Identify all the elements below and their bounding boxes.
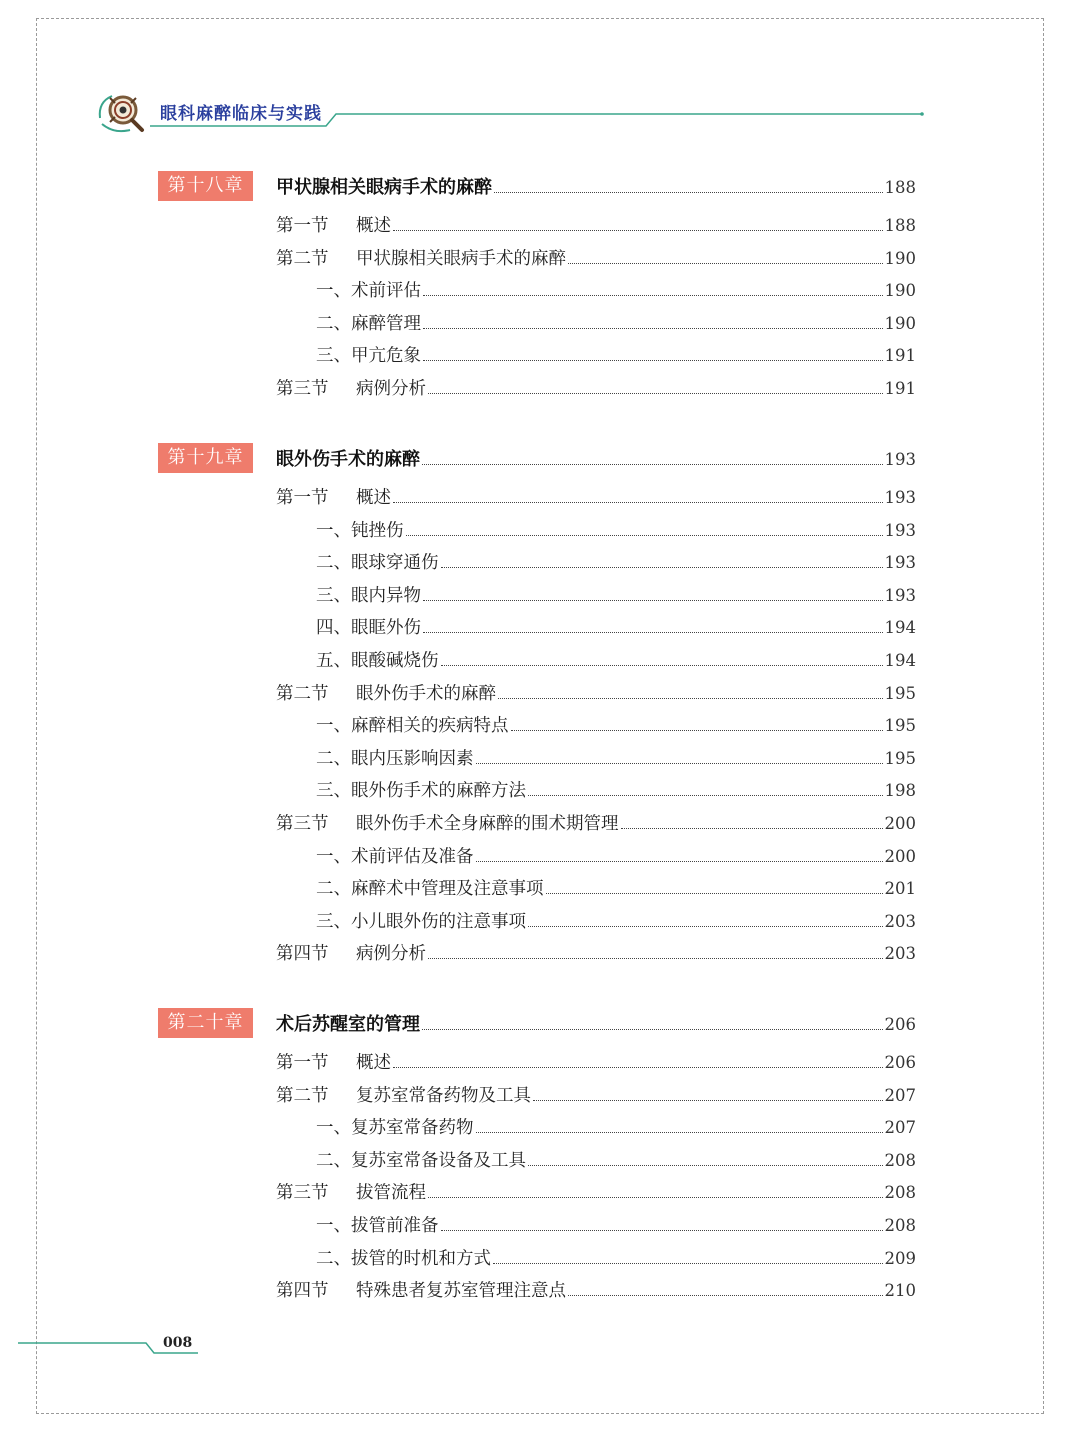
page-ref: 195 xyxy=(884,748,916,768)
subsection-entry[interactable] xyxy=(316,1244,916,1270)
leader-dots xyxy=(423,631,883,633)
chapter-title: 术后苏醒室的管理 xyxy=(276,1014,420,1035)
subsection-entry[interactable] xyxy=(316,776,916,802)
section-number: 第四节 xyxy=(276,1281,329,1302)
section-title: 病例分析 xyxy=(356,379,426,399)
page-ref: 208 xyxy=(884,1216,916,1235)
page-ref: 203 xyxy=(884,911,916,931)
leader-dots xyxy=(423,599,883,601)
page-ref: 208 xyxy=(884,1150,916,1170)
page-ref: 190 xyxy=(884,313,916,333)
chapter-title: 甲状腺相关眼病手术的麻醉 xyxy=(276,177,492,198)
section-number: 第三节 xyxy=(276,1183,329,1204)
section-number: 第三节 xyxy=(276,379,329,399)
leader-dots xyxy=(423,294,883,296)
page-ref: 203 xyxy=(884,944,916,964)
chapter-badge: 第十九章 xyxy=(158,443,253,473)
subsection-title: 一、术前评估及准备 xyxy=(316,846,474,867)
leader-dots xyxy=(498,697,883,699)
page-ref: 193 xyxy=(884,520,916,540)
section-number: 第二节 xyxy=(276,1085,329,1106)
section-title: 特殊患者复苏室管理注意点 xyxy=(356,1281,566,1302)
page-number: 008 xyxy=(163,1335,193,1351)
subsection-entry[interactable] xyxy=(316,516,916,542)
subsection-title: 三、甲亢危象 xyxy=(316,346,421,367)
chapter-badge: 第十八章 xyxy=(158,171,253,201)
section-number: 第二节 xyxy=(276,683,329,704)
subsection-entry[interactable] xyxy=(316,1146,916,1172)
subsection-title: 三、眼内异物 xyxy=(316,585,421,606)
leader-dots xyxy=(493,1262,883,1264)
page-ref: 209 xyxy=(884,1248,916,1268)
section-number: 第三节 xyxy=(276,814,329,834)
chapter-badge: 第二十章 xyxy=(158,1008,253,1038)
subsection-entry[interactable] xyxy=(316,711,916,737)
page-ref: 206 xyxy=(884,1053,916,1072)
leader-dots xyxy=(423,327,883,329)
section-entry[interactable] xyxy=(276,679,916,705)
subsection-entry[interactable] xyxy=(316,646,916,672)
leader-dots xyxy=(528,794,883,796)
subsection-title: 一、钝挫伤 xyxy=(316,520,404,541)
subsection-title: 二、眼球穿通伤 xyxy=(316,553,439,574)
subsection-title: 五、眼酸碱烧伤 xyxy=(316,651,439,671)
subsection-title: 四、眼眶外伤 xyxy=(316,618,421,639)
section-entry[interactable] xyxy=(276,1178,916,1204)
leader-dots xyxy=(393,229,883,231)
section-number: 第四节 xyxy=(276,944,329,965)
leader-dots xyxy=(428,392,883,394)
section-number: 第一节 xyxy=(276,1053,329,1073)
section-title: 眼外伤手术全身麻醉的围术期管理 xyxy=(356,814,619,834)
section-title: 甲状腺相关眼病手术的麻醉 xyxy=(356,248,566,269)
leader-dots xyxy=(441,664,883,666)
section-entry[interactable] xyxy=(276,374,916,400)
page-ref: 190 xyxy=(884,281,916,301)
subsection-entry[interactable] xyxy=(316,907,916,933)
page-ref: 200 xyxy=(884,846,916,866)
page-ref: 193 xyxy=(884,488,916,507)
leader-dots xyxy=(511,729,883,731)
subsection-title: 二、眼内压影响因素 xyxy=(316,748,474,769)
page-ref: 201 xyxy=(884,879,916,899)
leader-dots xyxy=(393,501,883,503)
subsection-title: 一、复苏室常备药物 xyxy=(316,1118,474,1139)
subsection-title: 二、复苏室常备设备及工具 xyxy=(316,1150,526,1171)
subsection-entry[interactable] xyxy=(316,548,916,574)
page-ref: 188 xyxy=(884,216,916,235)
page-ref: 190 xyxy=(884,248,916,268)
page-ref: 198 xyxy=(884,781,916,801)
leader-dots xyxy=(422,463,883,465)
section-title: 病例分析 xyxy=(356,944,426,965)
leader-dots xyxy=(546,892,883,894)
leader-dots xyxy=(568,1294,883,1296)
leader-dots xyxy=(528,1164,883,1166)
subsection-title: 一、拔管前准备 xyxy=(316,1216,439,1236)
subsection-title: 一、麻醉相关的疾病特点 xyxy=(316,716,509,737)
book-title: 眼科麻醉临床与实践 xyxy=(160,104,322,124)
leader-dots xyxy=(494,191,883,193)
subsection-entry[interactable] xyxy=(316,842,916,868)
section-number: 第二节 xyxy=(276,248,329,269)
subsection-title: 三、小儿眼外伤的注意事项 xyxy=(316,911,526,932)
subsection-entry[interactable] xyxy=(316,341,916,367)
leader-dots xyxy=(476,1131,883,1133)
subsection-title: 一、术前评估 xyxy=(316,281,421,302)
leader-dots xyxy=(428,1196,883,1198)
page-ref: 193 xyxy=(884,553,916,573)
leader-dots xyxy=(423,359,883,361)
page-ref: 210 xyxy=(884,1281,916,1301)
subsection-entry[interactable] xyxy=(316,744,916,770)
leader-dots xyxy=(422,1028,883,1030)
subsection-entry[interactable] xyxy=(316,309,916,335)
page-ref: 188 xyxy=(884,178,916,197)
subsection-entry[interactable] xyxy=(316,581,916,607)
leader-dots xyxy=(621,827,883,829)
section-entry[interactable] xyxy=(276,939,916,965)
section-entry[interactable] xyxy=(276,1048,916,1074)
chapter-entry[interactable] xyxy=(276,445,916,471)
subsection-entry[interactable] xyxy=(316,1113,916,1139)
section-title: 眼外伤手术的麻醉 xyxy=(356,683,496,704)
section-title: 概述 xyxy=(356,1053,391,1073)
subsection-title: 二、麻醉术中管理及注意事项 xyxy=(316,879,544,900)
chapter-entry[interactable] xyxy=(276,1010,916,1036)
section-number: 第一节 xyxy=(276,216,329,236)
leader-dots xyxy=(406,534,883,536)
section-number: 第一节 xyxy=(276,488,329,508)
leader-dots xyxy=(476,860,883,862)
section-entry[interactable] xyxy=(276,1276,916,1302)
section-entry[interactable] xyxy=(276,809,916,835)
subsection-entry[interactable] xyxy=(316,1211,916,1237)
page-ref: 191 xyxy=(884,379,916,398)
subsection-entry[interactable] xyxy=(316,276,916,302)
page-ref: 208 xyxy=(884,1183,916,1203)
section-entry[interactable] xyxy=(276,1081,916,1107)
subsection-title: 二、拔管的时机和方式 xyxy=(316,1248,491,1269)
section-title: 概述 xyxy=(356,216,391,236)
chapter-entry[interactable] xyxy=(276,173,916,199)
page-ref: 193 xyxy=(884,585,916,605)
leader-dots xyxy=(441,566,883,568)
leader-dots xyxy=(393,1066,883,1068)
section-title: 复苏室常备药物及工具 xyxy=(356,1085,531,1106)
chapter-title: 眼外伤手术的麻醉 xyxy=(276,449,420,470)
leader-dots xyxy=(441,1229,883,1231)
section-title: 概述 xyxy=(356,488,391,508)
page-ref: 206 xyxy=(884,1015,916,1034)
subsection-entry[interactable] xyxy=(316,613,916,639)
section-entry[interactable] xyxy=(276,211,916,237)
page-ref: 194 xyxy=(884,651,916,670)
page-ref: 194 xyxy=(884,618,916,638)
page-ref: 191 xyxy=(884,346,916,366)
subsection-entry[interactable] xyxy=(316,874,916,900)
leader-dots xyxy=(476,762,883,764)
leader-dots xyxy=(568,262,883,264)
section-entry[interactable] xyxy=(276,244,916,270)
page-ref: 193 xyxy=(884,450,916,469)
subsection-title: 三、眼外伤手术的麻醉方法 xyxy=(316,781,526,802)
leader-dots xyxy=(533,1099,883,1101)
section-title: 拔管流程 xyxy=(356,1183,426,1204)
page-ref: 195 xyxy=(884,683,916,703)
page-ref: 207 xyxy=(884,1085,916,1105)
leader-dots xyxy=(428,957,883,959)
page-ref: 207 xyxy=(884,1118,916,1138)
subsection-title: 二、麻醉管理 xyxy=(316,313,421,334)
page-ref: 195 xyxy=(884,716,916,736)
page-ref: 200 xyxy=(884,814,916,833)
leader-dots xyxy=(528,925,883,927)
section-entry[interactable] xyxy=(276,483,916,509)
